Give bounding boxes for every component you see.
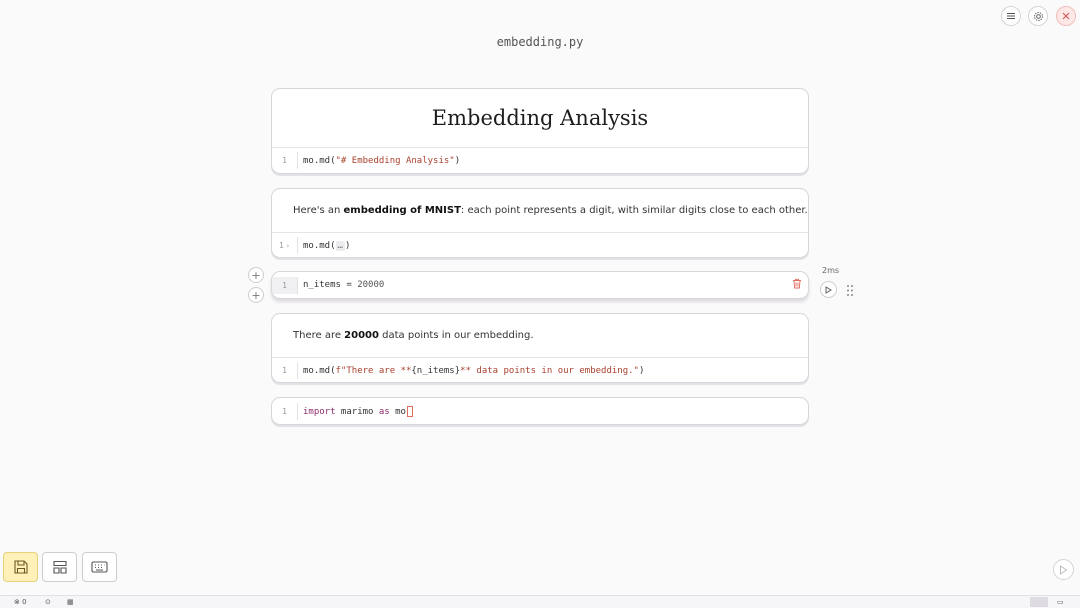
- trash-icon: [792, 278, 802, 289]
- fold-chevron-icon[interactable]: ›: [285, 241, 291, 250]
- close-icon: [1062, 12, 1070, 20]
- line-number: 1: [272, 277, 298, 294]
- code-keyword: import: [303, 406, 336, 417]
- cell-output: [272, 189, 808, 233]
- notebook-cell[interactable]: [271, 188, 809, 258]
- save-icon: [13, 559, 29, 575]
- code-token: {n_items}: [411, 365, 461, 376]
- panel-toggle-icon[interactable]: ▭: [1057, 598, 1064, 606]
- markdown-paragraph: [272, 205, 808, 216]
- notebook-cell[interactable]: [271, 88, 809, 174]
- text-cursor: [407, 406, 413, 417]
- collapsed-code-marker[interactable]: …: [337, 240, 343, 251]
- add-cell-below-button[interactable]: [248, 287, 264, 303]
- code-editor[interactable]: [272, 272, 808, 298]
- keyboard-icon: [91, 560, 108, 574]
- gear-icon: [1033, 11, 1044, 22]
- notebook-filename[interactable]: embedding.py: [496, 35, 584, 49]
- code-token: ): [454, 155, 461, 166]
- footer-document-icon[interactable]: ▦: [67, 598, 74, 606]
- notebook-cell-focused[interactable]: [271, 271, 809, 299]
- shutdown-button[interactable]: [1056, 6, 1076, 26]
- code-string: ** data points in our embedding.": [460, 365, 639, 376]
- code-token: mo: [389, 406, 406, 417]
- code-keyword: as: [378, 406, 390, 417]
- bold-text: 20000: [344, 330, 379, 341]
- circle-icon: ⊙: [45, 598, 51, 606]
- code-editor[interactable]: [272, 358, 808, 383]
- markdown-heading: Embedding Analysis: [431, 106, 649, 130]
- code-token: ): [344, 240, 351, 251]
- menu-button[interactable]: [1001, 6, 1021, 26]
- code-token: ): [638, 365, 645, 376]
- settings-button[interactable]: [1028, 6, 1048, 26]
- bold-text: embedding of MNIST: [343, 205, 461, 216]
- notebook-cell[interactable]: [271, 313, 809, 383]
- add-cell-above-button[interactable]: [248, 267, 264, 283]
- grip-dots-icon: [846, 284, 854, 297]
- play-icon: [1059, 565, 1068, 575]
- hamburger-menu-icon: [1006, 11, 1016, 21]
- line-number: 1: [272, 152, 298, 169]
- code-string: f"There are **: [335, 365, 412, 376]
- layout-icon: [52, 559, 68, 575]
- text-span: Here's an: [293, 205, 344, 216]
- code-token: mo.md(: [303, 365, 336, 376]
- plus-icon: +: [251, 288, 261, 302]
- code-editor[interactable]: [272, 398, 808, 424]
- run-all-button[interactable]: [1053, 559, 1074, 580]
- markdown-paragraph: [272, 330, 534, 341]
- status-footer: [0, 595, 1080, 608]
- error-count: 0: [22, 598, 27, 606]
- line-number: 1: [272, 403, 298, 420]
- text-span: data points in our embedding.: [378, 330, 534, 341]
- error-status[interactable]: [14, 598, 27, 606]
- drag-handle[interactable]: [846, 282, 854, 301]
- code-number: 20000: [357, 280, 385, 290]
- keyboard-shortcuts-button[interactable]: [82, 552, 117, 582]
- play-icon: [825, 286, 832, 294]
- line-number-text: 1: [278, 241, 284, 250]
- x-circle-icon: ⊗: [14, 598, 20, 606]
- cell-output: [272, 89, 808, 148]
- code-editor[interactable]: [272, 233, 808, 258]
- plus-icon: +: [251, 268, 261, 282]
- code-string: "# Embedding Analysis": [335, 155, 455, 166]
- layout-button[interactable]: [42, 552, 77, 582]
- cell-output: [272, 314, 808, 358]
- cell-runtime: 2ms: [822, 266, 840, 275]
- save-button[interactable]: [3, 552, 38, 582]
- delete-cell-button[interactable]: [792, 278, 802, 292]
- text-span: : each point represents a digit, with similar digits close to each other.: [460, 205, 808, 216]
- line-number: 1: [272, 362, 298, 379]
- run-cell-button[interactable]: [820, 281, 837, 298]
- code-editor[interactable]: [272, 148, 808, 173]
- code-token: n_items =: [303, 280, 358, 290]
- notebook-cell[interactable]: [271, 397, 809, 425]
- text-span: There are: [293, 330, 345, 341]
- warning-status[interactable]: [45, 598, 51, 606]
- code-token: mo.md(: [303, 155, 336, 166]
- line-number: [272, 237, 298, 254]
- layout-toggle-icon[interactable]: [1030, 597, 1048, 607]
- code-token: marimo: [335, 406, 379, 417]
- code-token: mo.md(: [303, 240, 336, 251]
